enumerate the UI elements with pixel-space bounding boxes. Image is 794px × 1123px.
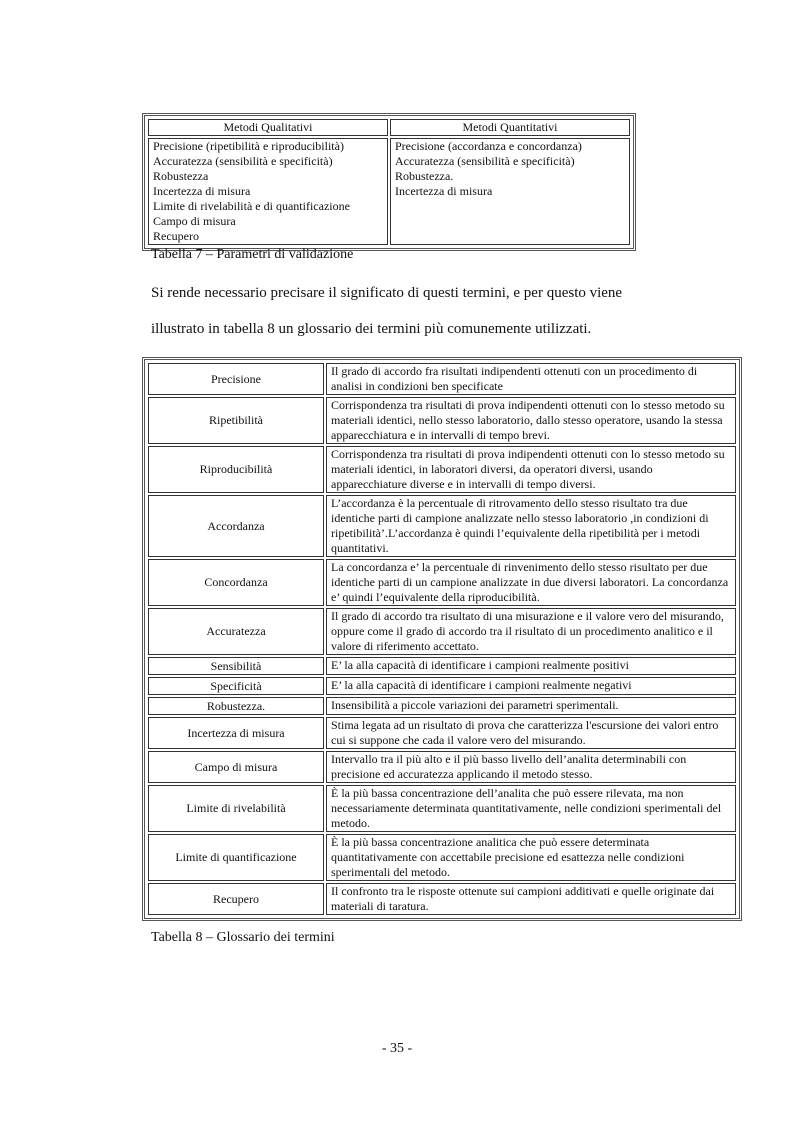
glossary-term: Recupero xyxy=(148,883,324,915)
glossary-definition: Corrispondenza tra risultati di prova indipendenti ottenuti con lo stesso metodo su materiali identici, nello stesso laboratorio, dallo stesso operatore, usando la stessa apparecchiatura e in intervalli di tempo brevi. xyxy=(326,397,736,444)
list-item: Incertezza di misura xyxy=(153,184,251,198)
glossary-term: Riproducibilità xyxy=(148,446,324,493)
glossary-definition: La concordanza e’ la percentuale di rinvenimento dello stesso risultato per due identiche parti di un campione analizzate in due diversi laboratori. La concordanza e’ quindi l’equivalente della riproducibilità. xyxy=(326,559,736,606)
table-row xyxy=(148,397,736,444)
glossary-definition: Stima legata ad un risultato di prova che caratterizza l'escursione dei valori entro cui si suppone che cada il valore vero del misurando. xyxy=(326,717,736,749)
list-item: Precisione (ripetibilità e riproducibilità) xyxy=(153,139,344,153)
table-row xyxy=(148,785,736,832)
glossary-definition: Intervallo tra il più alto e il più basso livello dell’analita determinabili con precisione ed accuratezza applicando il metodo stesso. xyxy=(326,751,736,783)
glossary-definition: Corrispondenza tra risultati di prova indipendenti ottenuti con lo stesso metodo su materiali identici, in laboratori diversi, da operatori diversi, usando apparecchiature diverse e in intervalli di tempo diversi. xyxy=(326,446,736,493)
table-row xyxy=(148,608,736,655)
header-quantitative-methods: Metodi Quantitativi xyxy=(390,119,630,136)
list-item: Campo di misura xyxy=(153,214,236,228)
quantitative-methods-cell xyxy=(390,138,630,245)
table8-caption: Tabella 8 – Glossario dei termini xyxy=(151,930,335,945)
page-number: - 35 - xyxy=(381,1041,413,1056)
table7-caption: Tabella 7 – Parametri di validazione xyxy=(151,247,354,262)
table-row xyxy=(148,495,736,557)
validation-parameters-table xyxy=(142,113,636,251)
glossary-definition: E’ la alla capacità di identificare i campioni realmente negativi xyxy=(326,677,736,695)
glossary-term: Accuratezza xyxy=(148,608,324,655)
paragraph-line-2: illustrato in tabella 8 un glossario dei termini più comunemente utilizzati. xyxy=(151,321,592,337)
list-item: Recupero xyxy=(153,229,199,243)
glossary-definition: E’ la alla capacità di identificare i campioni realmente positivi xyxy=(326,657,736,675)
paragraph-line-1: Si rende necessario precisare il significato di questi termini, e per questo viene xyxy=(151,285,623,301)
table-row xyxy=(148,834,736,881)
glossary-table xyxy=(142,357,742,921)
glossary-term: Specificità xyxy=(148,677,324,695)
glossary-definition: Il confronto tra le risposte ottenute sui campioni additivati e quelle originate dai materiali di taratura. xyxy=(326,883,736,915)
table-row xyxy=(148,751,736,783)
list-item: Incertezza di misura xyxy=(395,184,493,198)
table-row xyxy=(148,559,736,606)
glossary-term: Campo di misura xyxy=(148,751,324,783)
glossary-term: Sensibilità xyxy=(148,657,324,675)
list-item: Accuratezza (sensibilità e specificità) xyxy=(153,154,333,168)
list-item: Limite di rivelabilità e di quantificazione xyxy=(153,199,350,213)
table-row xyxy=(148,677,736,695)
table-row xyxy=(148,363,736,395)
glossary-term: Concordanza xyxy=(148,559,324,606)
glossary-definition: Il grado di accordo fra risultati indipendenti ottenuti con un procedimento di analisi in condizioni ben specificate xyxy=(326,363,736,395)
table-row xyxy=(148,446,736,493)
table-row xyxy=(148,717,736,749)
qualitative-methods-cell xyxy=(148,138,388,245)
glossary-definition: Insensibilità a piccole variazioni dei parametri sperimentali. xyxy=(326,697,736,715)
glossary-definition: È la più bassa concentrazione analitica che può essere determinata quantitativamente con accettabile precisione ed esattezza nelle condizioni sperimentali del metodo. xyxy=(326,834,736,881)
glossary-definition: L’accordanza è la percentuale di ritrovamento dello stesso risultato tra due identiche parti di campione analizzate nello stesso laboratorio ,in condizioni di ripetibilità’.L’accordanza è quindi l’equivalente della ripetibilità per i metodi quantitativi. xyxy=(326,495,736,557)
table-row xyxy=(148,883,736,915)
glossary-term: Robustezza. xyxy=(148,697,324,715)
glossary-term: Ripetibilità xyxy=(148,397,324,444)
table-row xyxy=(148,657,736,675)
glossary-term: Precisione xyxy=(148,363,324,395)
list-item: Accuratezza (sensibilità e specificità) xyxy=(395,154,575,168)
list-item: Robustezza. xyxy=(395,169,454,183)
glossary-definition: È la più bassa concentrazione dell’analita che può essere rilevata, ma non necessariamente determinata quantitativamente, nelle condizioni sperimentali del metodo. xyxy=(326,785,736,832)
list-item: Precisione (accordanza e concordanza) xyxy=(395,139,582,153)
table-row xyxy=(148,697,736,715)
list-item: Robustezza xyxy=(153,169,209,183)
glossary-term: Accordanza xyxy=(148,495,324,557)
header-qualitative-methods: Metodi Qualitativi xyxy=(148,119,388,136)
glossary-term: Incertezza di misura xyxy=(148,717,324,749)
glossary-term: Limite di quantificazione xyxy=(148,834,324,881)
glossary-term: Limite di rivelabilità xyxy=(148,785,324,832)
glossary-definition: Il grado di accordo tra risultato di una misurazione e il valore vero del misurando, oppure come il grado di accordo tra il risultato di un procedimento analitico e il valore di riferimento accettato. xyxy=(326,608,736,655)
